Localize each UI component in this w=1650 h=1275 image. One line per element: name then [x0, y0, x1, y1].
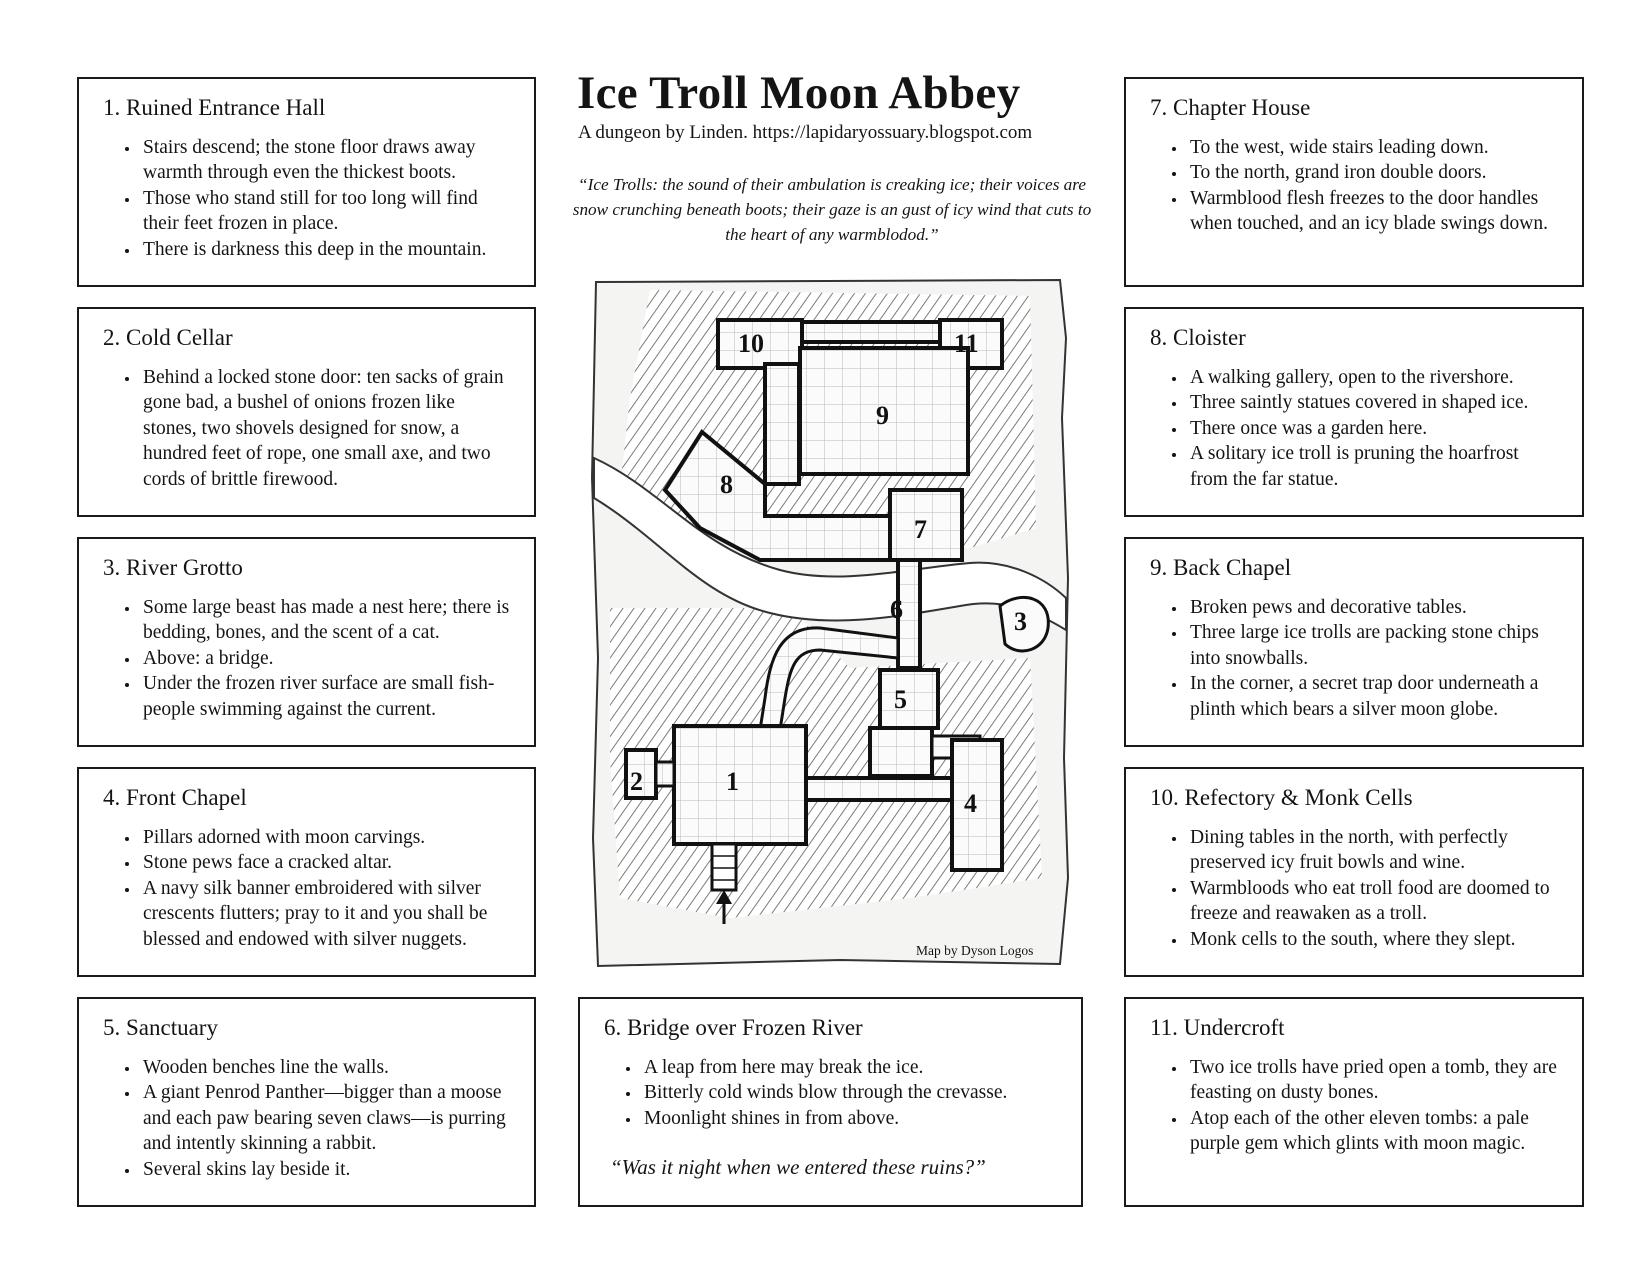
room-number-2: 2 — [630, 767, 643, 796]
room-box-9 — [1124, 537, 1584, 747]
room-list — [1150, 1055, 1560, 1157]
list-item: • Several skins lay beside it. — [140, 1157, 512, 1182]
room-number-3: 3 — [1014, 607, 1027, 636]
room-number-4: 4 — [964, 789, 977, 818]
list-item: • Bitterly cold winds blow through the crevasse. — [641, 1080, 1059, 1105]
epigraph-quote: “Ice Trolls: the sound of their ambulation is creaking ice; their voices are snow crunching beneath boots; their gaze is an gust of icy wind that cuts to the heart of any warmblodod.” — [572, 175, 1092, 244]
room-heading: 8. Cloister — [1150, 325, 1246, 350]
room-box-2 — [77, 307, 536, 517]
list-item: • Stone pews face a cracked altar. — [140, 850, 512, 875]
room-number-10: 10 — [738, 329, 764, 358]
room-number-7: 7 — [914, 515, 927, 544]
room-box-5 — [77, 997, 536, 1207]
list-item: • There once was a garden here. — [1187, 416, 1560, 441]
list-item: • Two ice trolls have pried open a tomb, they are feasting on dusty bones. — [1187, 1055, 1560, 1106]
page-title: Ice Troll Moon Abbey — [577, 67, 1021, 119]
room-box-6 — [578, 997, 1083, 1207]
room-list — [1150, 825, 1560, 952]
room-number-11: 11 — [954, 329, 979, 358]
room-heading: 11. Undercroft — [1150, 1015, 1285, 1040]
list-item: • Three large ice trolls are packing stone chips into snowballs. — [1187, 620, 1560, 671]
list-item: • Atop each of the other eleven tombs: a pale purple gem which glints with moon magic. — [1187, 1106, 1560, 1157]
byline: A dungeon by Linden. https://lapidaryossuary.blogspot.com — [578, 122, 1033, 143]
room-heading: 7. Chapter House — [1150, 95, 1311, 120]
list-item: • Moonlight shines in from above. — [641, 1106, 1059, 1131]
list-item: • A leap from here may break the ice. — [641, 1055, 1059, 1080]
list-item: • To the west, wide stairs leading down. — [1187, 135, 1560, 160]
room-list — [103, 1055, 512, 1182]
room-number-1: 1 — [726, 767, 739, 796]
map-credit: Map by Dyson Logos — [916, 943, 1034, 958]
room-box-3 — [77, 537, 536, 747]
room-heading: 4. Front Chapel — [103, 785, 247, 810]
room-number-9: 9 — [876, 401, 889, 430]
list-item: • Dining tables in the north, with perfectly preserved icy fruit bowls and wine. — [1187, 825, 1560, 876]
list-item: • A navy silk banner embroidered with silver crescents flutters; pray to it and you shall be blessed and endowed with silver nuggets. — [140, 876, 512, 952]
room-quote: “Was it night when we entered these ruins?” — [610, 1155, 986, 1179]
room-box-10 — [1124, 767, 1584, 977]
room-box-11 — [1124, 997, 1584, 1207]
room-list — [103, 135, 512, 262]
list-item: • Warmblood flesh freezes to the door handles when touched, and an icy blade swings down. — [1187, 186, 1560, 237]
list-item: • Pillars adorned with moon carvings. — [140, 825, 512, 850]
room-number-8: 8 — [720, 470, 733, 499]
room-box-8 — [1124, 307, 1584, 517]
list-item: • Stairs descend; the stone floor draws away warmth through even the thickest boots. — [140, 135, 512, 186]
room-heading: 5. Sanctuary — [103, 1015, 218, 1040]
room-heading: 6. Bridge over Frozen River — [604, 1015, 863, 1040]
room-box-7 — [1124, 77, 1584, 287]
room-heading: 9. Back Chapel — [1150, 555, 1292, 580]
list-item: • Those who stand still for too long will find their feet frozen in place. — [140, 186, 512, 237]
list-item: • Behind a locked stone door: ten sacks of grain gone bad, a bushel of onions frozen like stones, two shovels designed for snow, a hundred feet of rope, one small axe, and two cords of brittle firewood. — [140, 365, 512, 492]
room-list — [1150, 365, 1560, 492]
room-heading: 2. Cold Cellar — [103, 325, 233, 350]
list-item: • Monk cells to the south, where they slept. — [1187, 927, 1560, 952]
room-heading: 3. River Grotto — [103, 555, 243, 580]
list-item: • A solitary ice troll is pruning the hoarfrost from the far statue. — [1187, 441, 1560, 492]
room-box-1 — [77, 77, 536, 287]
list-item: • A giant Penrod Panther—bigger than a moose and each paw bearing seven claws—is purring and intently skinning a rabbit. — [140, 1080, 512, 1156]
room-box-4 — [77, 767, 536, 977]
list-item: • There is darkness this deep in the mountain. — [140, 237, 512, 262]
room-list — [1150, 595, 1560, 722]
room-number-5: 5 — [894, 685, 907, 714]
room-list — [1150, 135, 1560, 237]
list-item: • In the corner, a secret trap door underneath a plinth which bears a silver moon globe. — [1187, 671, 1560, 722]
room-list — [103, 825, 512, 952]
list-item: • Some large beast has made a nest here; there is bedding, bones, and the scent of a cat. — [140, 595, 512, 646]
room-heading: 1. Ruined Entrance Hall — [103, 95, 326, 120]
room-number-6: 6 — [890, 595, 903, 624]
list-item: • Above: a bridge. — [140, 646, 512, 671]
list-item: • Broken pews and decorative tables. — [1187, 595, 1560, 620]
list-item: • To the north, grand iron double doors. — [1187, 160, 1560, 185]
list-item: • Warmbloods who eat troll food are doomed to freeze and reawaken as a troll. — [1187, 876, 1560, 927]
room-list — [103, 365, 512, 492]
room-heading: 10. Refectory & Monk Cells — [1150, 785, 1413, 810]
dungeon-map — [590, 278, 1070, 968]
list-item: • Three saintly statues covered in shaped ice. — [1187, 390, 1560, 415]
list-item: • Under the frozen river surface are small fish-people swimming against the current. — [140, 671, 512, 722]
list-item: • Wooden benches line the walls. — [140, 1055, 512, 1080]
room-list — [604, 1055, 1059, 1131]
list-item: • A walking gallery, open to the rivershore. — [1187, 365, 1560, 390]
room-list — [103, 595, 512, 722]
